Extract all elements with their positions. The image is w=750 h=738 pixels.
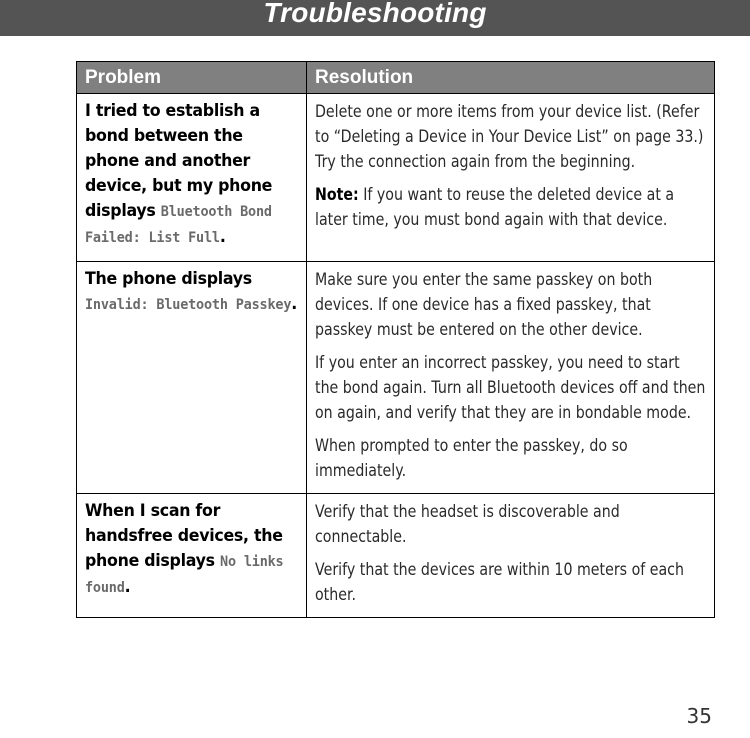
resolution-cell [307,94,715,262]
resolution-text: Make sure you enter the same passkey on both devices. If one device has a fixed passkey, that passkey must be entered on the other device. [315,270,653,339]
resolution-cell [307,262,715,494]
page-number: 35 [686,704,712,728]
phone-display-message: No links found [85,554,284,596]
resolution-cell [307,494,715,618]
problem-cell [77,262,307,494]
troubleshooting-table [76,61,715,618]
problem-text: The phone displays Invalid: Bluetooth Passkey. [85,269,297,314]
resolution-text: Verify that the headset is discoverable and connectable. [315,502,620,546]
note-label: Note: [315,185,359,204]
page-title: Troubleshooting [263,0,487,28]
problem-text: When I scan for handsfree devices, the phone displays No links found. [85,501,284,597]
resolution-note: Note: If you want to reuse the deleted device at a later time, you must bond again with that device. [315,185,675,229]
column-header-resolution: Resolution [307,62,715,94]
resolution-text: Delete one or more items from your device list. (Refer to “Deleting a Device in Your Device List” on page 33.) Try the connection again from the beginning. [315,102,704,171]
problem-text: I tried to establish a bond between the phone and another device, but my phone displays Bluetooth Bond Failed: List Full. [85,101,273,247]
table-row [77,94,715,262]
table-row [77,494,715,618]
resolution-text: If you enter an incorrect passkey, you need to start the bond again. Turn all Bluetooth devices off and then on again, and verify that they are in bondable mode. [315,353,706,422]
table-header-row [77,62,715,94]
problem-cell [77,494,307,618]
column-header-problem: Problem [77,62,307,94]
table-row [77,262,715,494]
phone-display-message: Bluetooth Bond Failed: List Full [85,204,272,246]
problem-cell [77,94,307,262]
phone-display-message: Invalid: Bluetooth Passkey [85,297,292,313]
resolution-text: When prompted to enter the passkey, do so immediately. [315,436,628,480]
resolution-text: Verify that the devices are within 10 meters of each other. [315,560,684,604]
title-bar [0,0,750,36]
